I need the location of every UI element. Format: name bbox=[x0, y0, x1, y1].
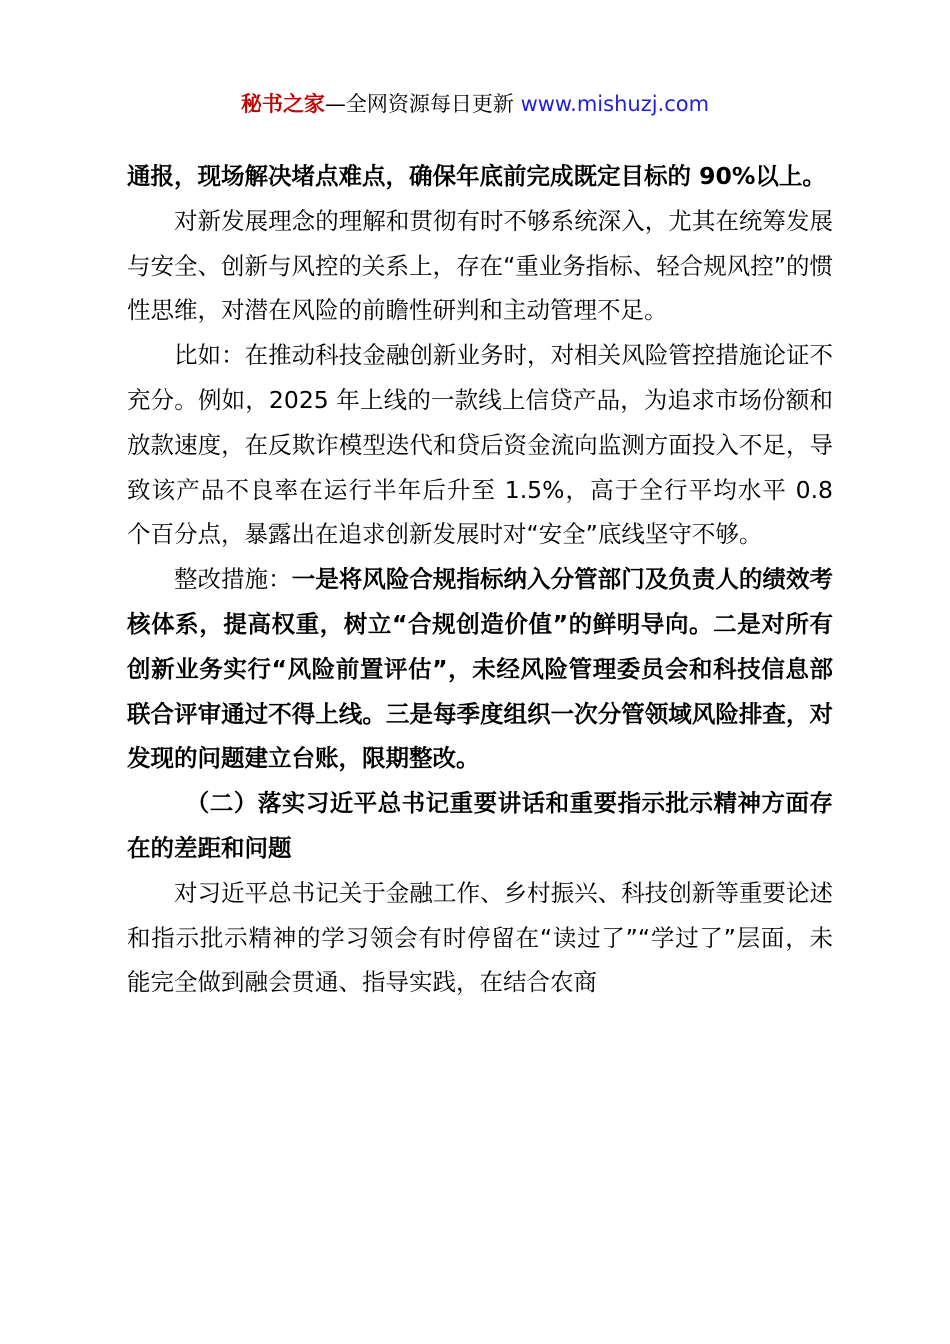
site-tagline: —全网资源每日更新 bbox=[324, 92, 514, 116]
paragraph-measures bbox=[127, 557, 833, 781]
site-header bbox=[0, 88, 950, 120]
paragraph-problem: 对新发展理念的理解和贯彻有时不够系统深入，尤其在统筹发展与安全、创新与风控的关系上，存在“重业务指标、轻合规风控”的惯性思维，对潜在风险的前瞻性研判和主动管理不足。 bbox=[127, 206, 833, 325]
site-brand: 秘书之家 bbox=[240, 92, 325, 116]
paragraph-example: 比如：在推动科技金融创新业务时，对相关风险管控措施论证不充分。例如，2025 年上线的一款线上信贷产品，为追求市场份额和放款速度，在反欺诈模型迭代和贷后资金流向监测方面投入不足，导致该产品不良率在运行半年后升至 1.5%，高于全行平均水平 0.8 个百分点，暴露出在追求创新发展时对“安全”底线坚守不够。 bbox=[127, 341, 833, 549]
document-body bbox=[127, 154, 833, 1005]
section-heading: （二）落实习近平总书记重要讲话和重要指示批示精神方面存在的差距和问题 bbox=[127, 789, 833, 862]
measures-body: 一是将风险合规指标纳入分管部门及负责人的绩效考核体系，提高权重，树立“合规创造价值”的鲜明导向。二是对所有创新业务实行“风险前置评估”，未经风险管理委员会和科技信息部联合评审通过不得上线。三是每季度组织一次分管领域风险排查，对发现的问题建立台账，限期整改。 bbox=[127, 565, 834, 773]
paragraph-study: 对习近平总书记关于金融工作、乡村振兴、科技创新等重要论述和指示批示精神的学习领会有时停留在“读过了”“学过了”层面，未能完全做到融会贯通、指导实践，在结合农商 bbox=[127, 878, 833, 997]
paragraph-continued: 通报，现场解决堵点难点，确保年底前完成既定目标的 90%以上。 bbox=[127, 162, 826, 190]
site-url-link[interactable]: www.mishuzj.com bbox=[520, 92, 710, 116]
measures-label: 整改措施： bbox=[174, 565, 292, 594]
